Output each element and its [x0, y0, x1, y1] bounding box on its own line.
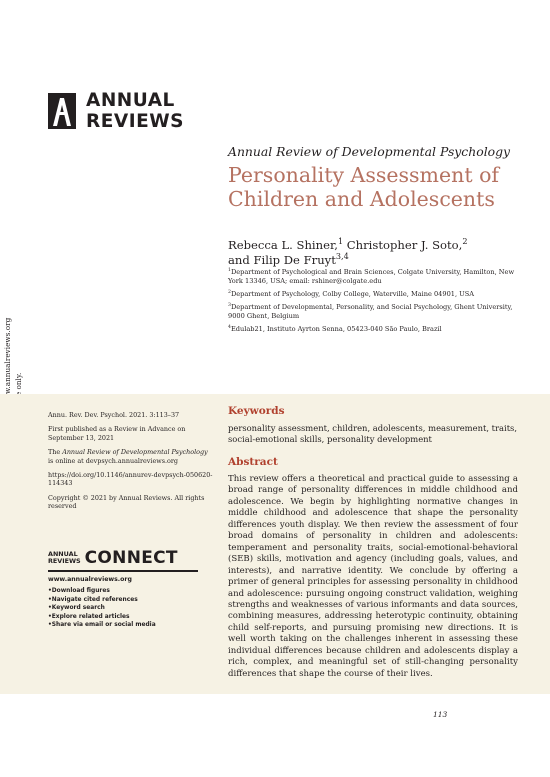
connect-logo-small [48, 551, 81, 565]
affiliation-4 [228, 325, 520, 334]
author-list [228, 238, 528, 268]
affiliation-1 [228, 268, 520, 287]
connect-logo [48, 548, 208, 568]
connect-small-line-1: ANNUAL [48, 550, 78, 558]
keywords: personality assessment, children, adolescents, measurement, traits, social-emotional skills, personality development [228, 423, 518, 445]
journal-name: Annual Review of Developmental Psychology [228, 144, 511, 159]
connect-feature-list [48, 587, 208, 630]
copyright: Copyright © 2021 by Annual Reviews. All rights reserved [48, 493, 205, 511]
annual-reviews-logo-mark [48, 93, 76, 129]
abstract-text: This review offers a theoretical and practical guide to assessing a broad range of personality differences in middle childhood and adolescence. We begin by highlighting normative changes in middle childhood and adolescence that shape the personality differences youth display. We then review the assessment of four broad domains of personality in children and adolescents: temperament and personality traits, social-emotional-behavioral (SEB) skills, motivation and agency (including goals, values, and interests), and narrative identity. We conclude by offering a primer of general principles for assessing personality in childhood and adolescence: pursuing ongoing construct validation, weighing strengths and weaknesses of various informants and data sources, combining measures, addressing heterotypic continuity, obtaining child self-reports, and pursuing promising new directions. It is well worth taking on the challenges inherent in assessing these individual differences because children and adolescents display a rich, complex, and meaningful set of still-changing personality differences that shape the course of their lives. [228, 474, 518, 679]
citation: Annu. Rev. Dev. Psychol. 2021. 3:113–37 [48, 411, 180, 419]
logo-line-2: REVIEWS [86, 111, 184, 132]
connect-url[interactable]: www.annualreviews.org [48, 576, 132, 583]
affiliation-1-text: Department of Psychological and Brain Sciences, Colgate University, Hamilton, New York 13346, USA; email: rshiner@colgate.edu [228, 268, 515, 286]
author-3: and Filip De Fruyt [228, 253, 336, 267]
first-published: First published as a Review in Advance on September 13, 2021 [48, 425, 186, 442]
author-2-affil: 2 [462, 236, 468, 247]
connect-feature: • Share via email or social media [48, 621, 208, 630]
author-1-affil: 1 [337, 236, 344, 247]
article-title: Personality Assessment of Children and Adolescents [228, 163, 500, 211]
online-note [48, 448, 213, 465]
online-note-journal: Annual Review of Developmental Psychology [62, 448, 208, 457]
affiliation-3-text: Department of Developmental, Personality, and Social Psychology, Ghent University, 9000 Ghent, Belgium [228, 302, 513, 321]
author-2: Christopher J. Soto, [343, 238, 463, 252]
affiliation-1-number: 1 [228, 267, 231, 273]
connect-small-line-2: REVIEWS [48, 557, 81, 565]
affiliations [228, 268, 520, 338]
affiliation-3-number: 3 [228, 302, 231, 308]
online-note-prefix: The [48, 448, 63, 457]
connect-divider [48, 570, 198, 572]
connect-feature: • Explore related articles [48, 613, 208, 622]
author-3-affil: 3,4 [335, 251, 349, 262]
annual-reviews-logo-text [86, 90, 184, 132]
affiliation-4-number: 4 [228, 324, 231, 330]
connect-feature: • Navigate cited references [48, 596, 208, 605]
article-info [48, 411, 213, 517]
affiliation-3 [228, 303, 520, 322]
affiliation-2-number: 2 [228, 289, 231, 295]
affiliation-2-text: Department of Psychology, Colby College, Waterville, Maine 04901, USA [230, 290, 474, 299]
affiliation-2 [228, 290, 520, 299]
abstract-heading: Abstract [228, 456, 278, 468]
author-1: Rebecca L. Shiner, [228, 238, 338, 252]
page-number: 113 [433, 710, 448, 719]
annual-reviews-connect [48, 548, 208, 630]
connect-feature: • Keyword search [48, 604, 208, 613]
online-note-suffix: is online at devpsych.annualreviews.org [48, 456, 178, 465]
keywords-heading: Keywords [228, 405, 285, 417]
logo-line-1: ANNUAL [86, 90, 175, 111]
doi-link[interactable]: https://doi.org/10.1146/annurev-devpsych-050620-114343 [48, 471, 213, 488]
affiliation-4-text: Edulab21, Instituto Ayrton Senna, 05423-040 São Paulo, Brazil [230, 324, 442, 333]
connect-logo-word: CONNECT [84, 548, 178, 568]
connect-feature: • Download figures [48, 587, 208, 596]
